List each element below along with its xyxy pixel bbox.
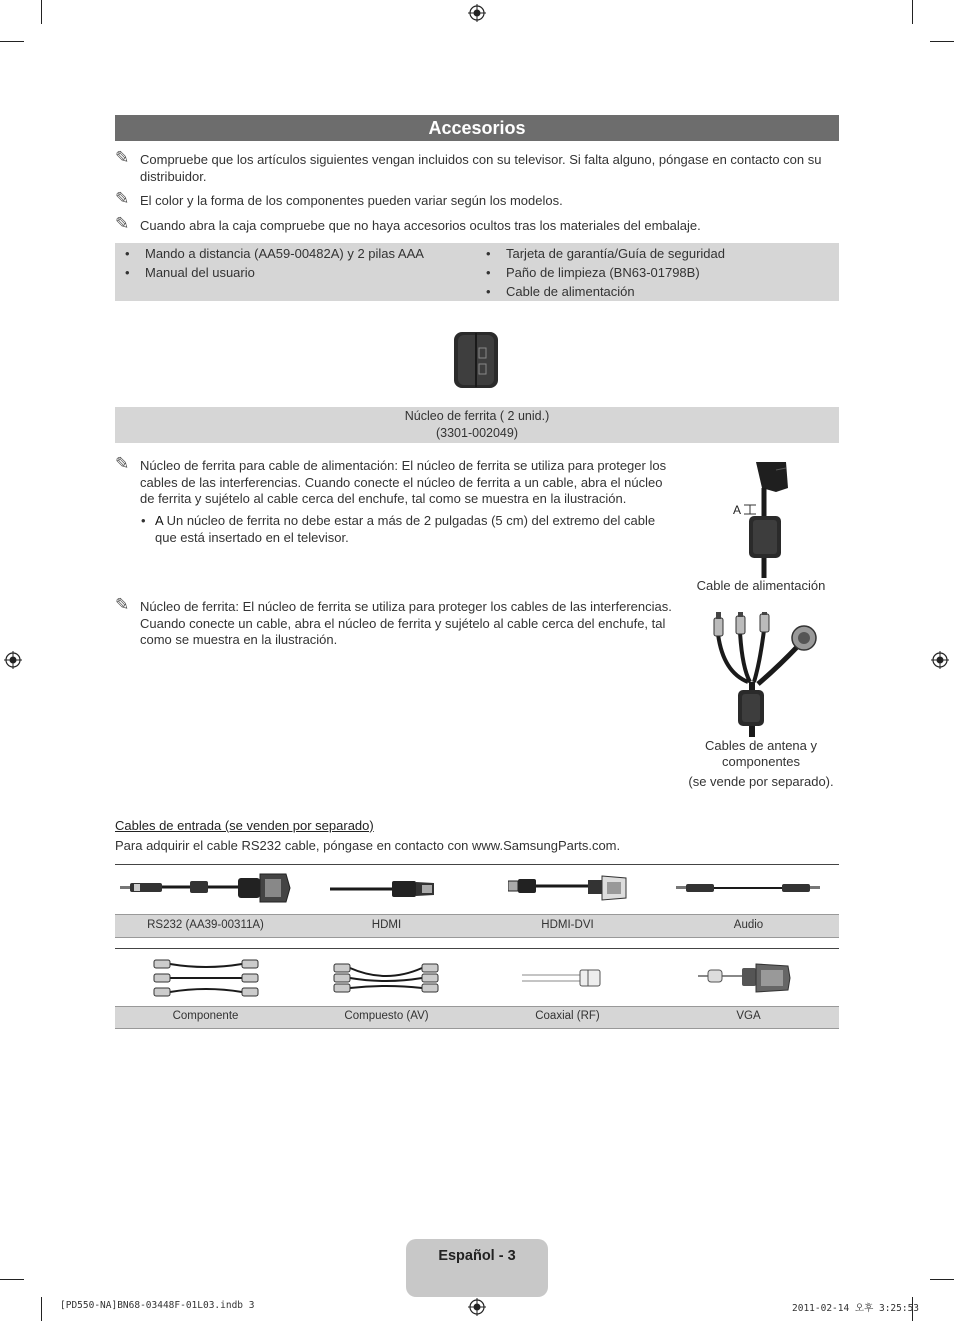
vga-cable-image [698,960,794,996]
registration-mark-icon [468,1298,486,1316]
date-slug: 2011-02-14 오후 3:25:53 [792,1303,920,1314]
cable-labels-row1 [115,914,839,938]
cable-label-component: Componente [172,1010,239,1022]
file-slug: [PD550-NA]BN68-03448F-01L03.indb 3 [60,1300,255,1311]
input-cables-description: Para adquirir el cable RS232 cable, póngase en contacto con www.SamsungParts.com. [115,838,621,853]
composite-cable-image [330,960,442,996]
divider [115,864,839,865]
page-number-tab [406,1239,548,1297]
ferrite-sub-note: • A Un núcleo de ferrita no debe estar a más de 2 pulgadas (5 cm) del extremo del cable que está insertado en el televisor. [141,513,656,545]
crop-mark [912,0,913,24]
list-item: • Cable de alimentación [486,284,635,299]
power-cable-ferrite-image [728,460,798,578]
included-list-right [486,244,725,301]
ferrite-general-note [115,595,680,649]
crop-mark [0,41,24,42]
crop-mark [0,1279,24,1280]
power-cable-caption: Cable de alimentación [696,578,826,593]
note-pencil-icon: ✎ [115,148,130,167]
list-item: • Mando a distancia (AA59-00482A) y 2 pilas AAA [125,246,424,261]
antenna-caption-line3: (se vende por separado). [688,774,834,789]
coaxial-cable-image [522,966,604,990]
ferrite-power-note [115,454,675,508]
hdmi-cable-image [330,876,440,902]
list-item: • Tarjeta de garantía/Guía de seguridad [486,246,725,261]
crop-mark [41,0,42,24]
list-item: • Manual del usuario [125,265,255,280]
note-text: Un núcleo de ferrita no debe estar a más de 2 pulgadas (5 cm) del extremo del cable que está insertado en el televisor. [155,513,656,545]
ferrite-caption [115,407,839,443]
hdmi-dvi-cable-image [508,872,630,906]
registration-mark-icon [4,651,22,669]
label-a: A [155,513,163,528]
note [115,189,839,210]
cable-label-audio: Audio [733,919,764,931]
note-text: Núcleo de ferrita para cable de alimentación: El núcleo de ferrita se utiliza para proteger los cables de las interferencias. Cuando conecte el núcleo de ferrita a un cable, abra el núcleo de ferrita y sujételo al cable cerca del enchufe, tal como se muestra en la ilustración. [140,458,667,506]
section-title: Accesorios [115,115,839,141]
note-pencil-icon: ✎ [115,454,130,473]
cable-label-rs232: RS232 (AA39-00311A) [147,919,264,931]
antenna-component-cables-image [708,612,820,737]
note-text: Cuando abra la caja compruebe que no haya accesorios ocultos tras los materiales del embalaje. [140,218,701,233]
rs232-cable-image [120,870,292,906]
cable-labels-row2 [115,1006,839,1029]
note-text: El color y la forma de los componentes pueden variar según los modelos. [140,193,563,208]
registration-mark-icon [931,651,949,669]
input-cables-heading: Cables de entrada (se venden por separado) [115,818,374,833]
list-item: • Paño de limpieza (BN63-01798B) [486,265,700,280]
note-pencil-icon: ✎ [115,214,130,233]
cable-label-coaxial: Coaxial (RF) [535,1010,600,1022]
label-a: A [733,503,742,517]
antenna-caption-line2: componentes [721,754,801,769]
included-list-left [125,244,424,282]
ferrite-part-number: (3301-002049) [435,425,518,440]
included-items-box [115,243,839,301]
divider [115,948,839,949]
note [115,214,839,235]
audio-cable-image [676,880,820,896]
crop-mark [930,41,954,42]
note-pencil-icon: ✎ [115,189,130,208]
ferrite-name: Núcleo de ferrita ( 2 unid.) [404,409,550,423]
note-pencil-icon: ✎ [115,595,130,614]
cable-label-hdmi: HDMI [371,919,402,931]
cable-label-vga: VGA [736,1010,761,1022]
cable-label-composite: Compuesto (AV) [344,1010,429,1022]
component-cable-image [150,956,262,1000]
page-number: Español - 3 [438,1248,516,1264]
note-text: Núcleo de ferrita: El núcleo de ferrita se utiliza para proteger los cables de las interferencias. Cuando conecte un cable, abra el núcleo de ferrita y sujételo al cable cerca del enchufe, tal como se muestra en la ilustración. [140,599,672,647]
ferrite-core-image [452,330,500,390]
note-text: Compruebe que los artículos siguientes vengan incluidos con su televisor. Si falta alguno, póngase en contacto con su distribuidor. [140,152,822,184]
cable-label-hdmi-dvi: HDMI-DVI [541,919,594,931]
crop-mark [41,1297,42,1321]
registration-mark-icon [468,4,486,22]
note [115,148,839,185]
antenna-caption-line1: Cables de antena y [704,738,818,753]
crop-mark [930,1279,954,1280]
